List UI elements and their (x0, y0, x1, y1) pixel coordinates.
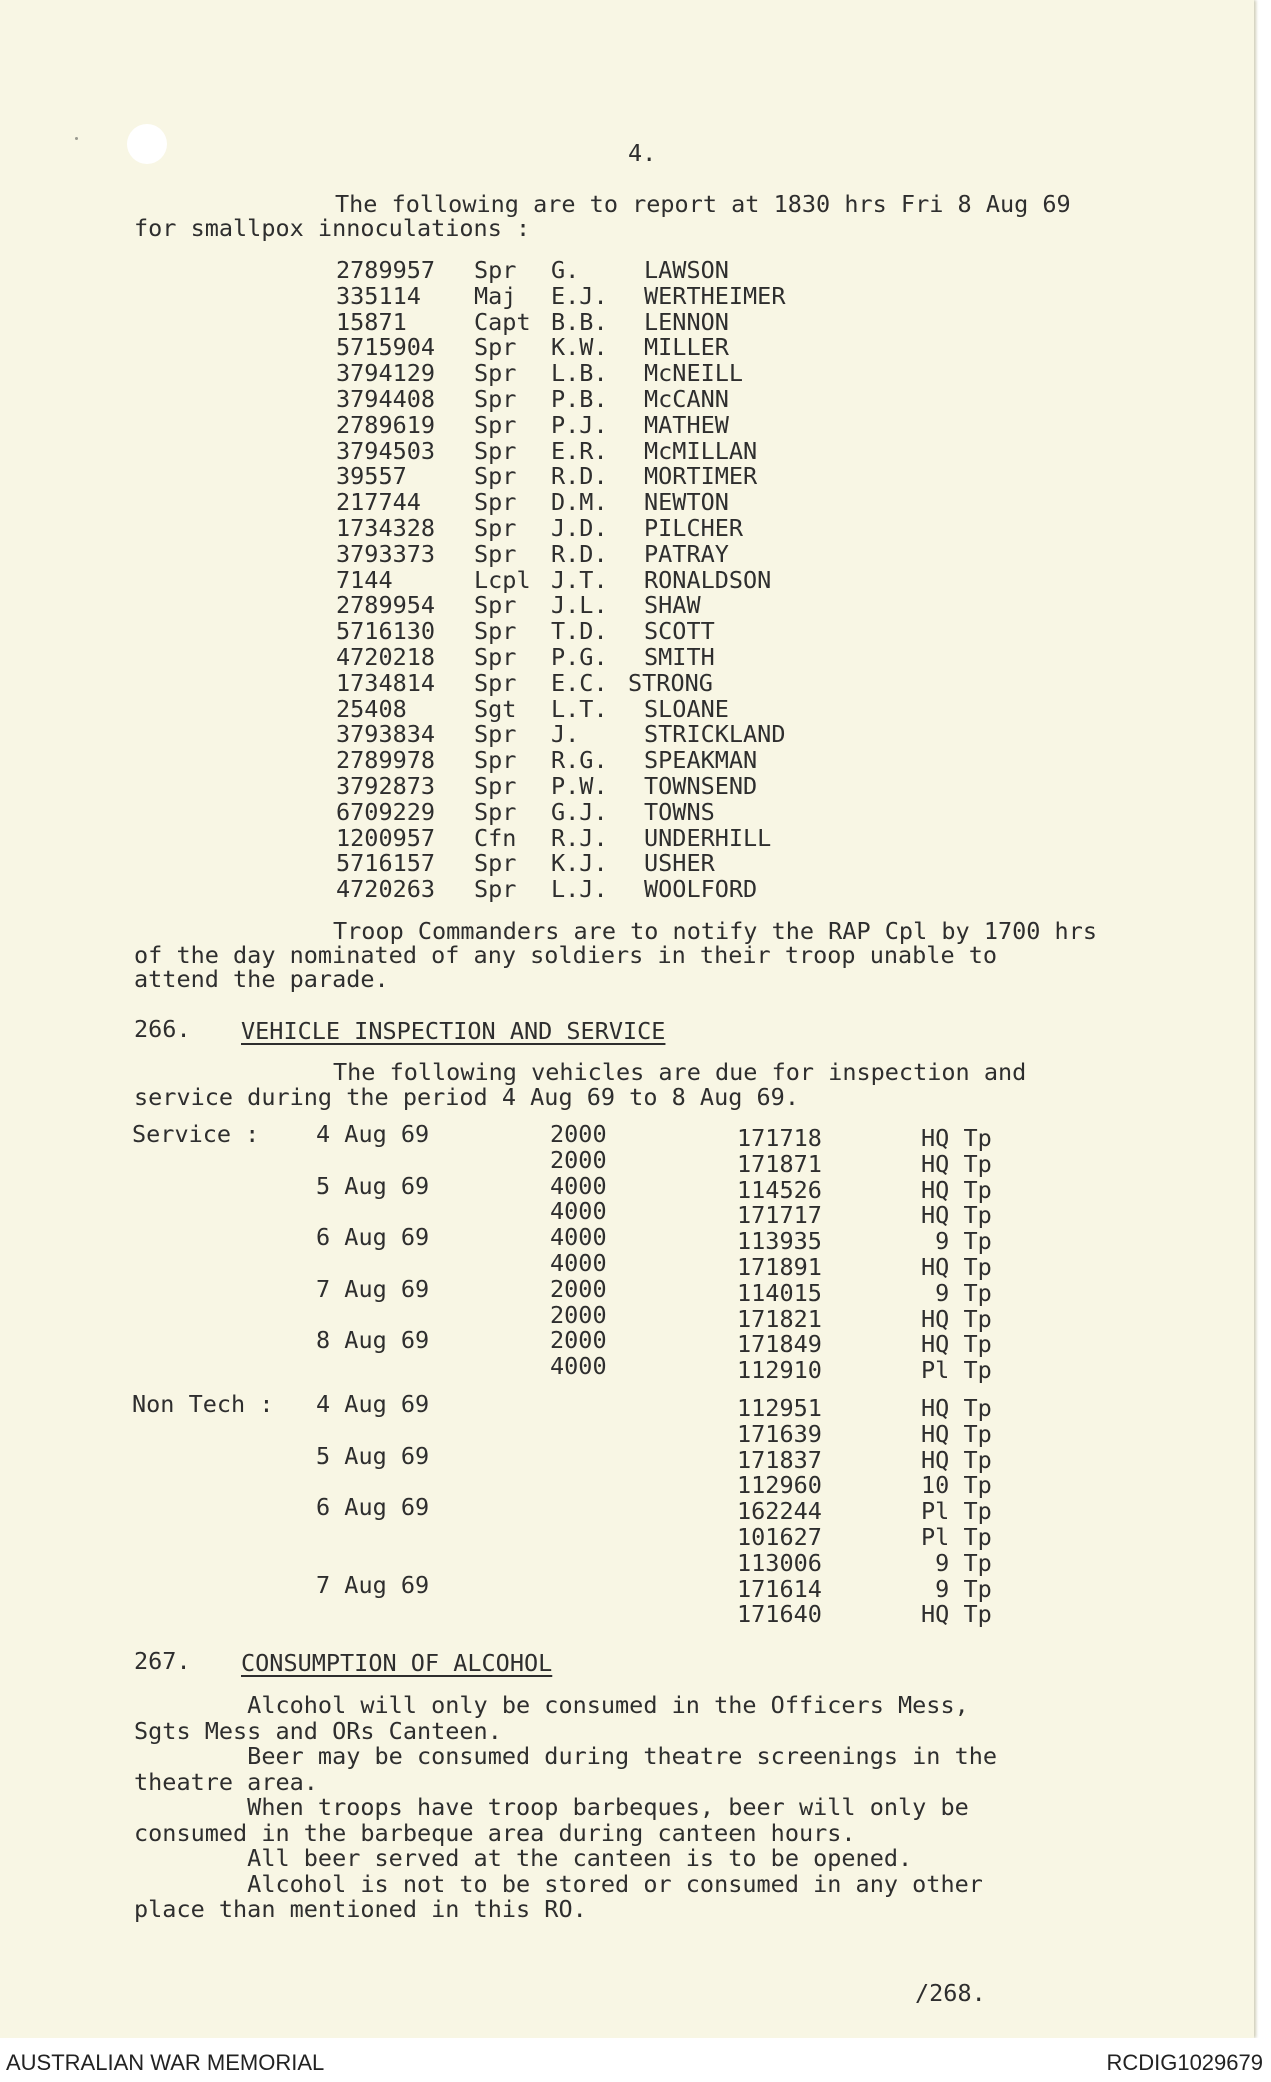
vehicle-service-type: 4000 (550, 1197, 607, 1226)
personnel-surname: SHAW (644, 591, 701, 620)
personnel-initials: R.G. (551, 746, 608, 775)
personnel-initials: E.C. (551, 668, 608, 697)
personnel-surname: PILCHER (644, 514, 744, 542)
personnel-number: 1734328 (336, 514, 436, 542)
personnel-rank: Spr (474, 333, 517, 362)
personnel-surname: LENNON (644, 307, 729, 336)
vehicle-service-type: 4000 (550, 1352, 607, 1381)
vehicle-service-type: 4000 (550, 1249, 607, 1277)
personnel-number: 4720263 (336, 875, 436, 904)
personnel-initials: P.B. (551, 385, 608, 413)
vehicle-unit: HQ Tp (921, 1600, 992, 1629)
personnel-rank: Spr (474, 410, 517, 439)
vehicle-number: 101627 (737, 1523, 822, 1551)
vehicle-unit: 9 Tp (921, 1574, 992, 1603)
personnel-surname: USHER (644, 849, 715, 878)
alcohol-line: Alcohol will only be consumed in the Officers Mess, (134, 1691, 969, 1719)
section-266-intro-line1: The following vehicles are due for inspection and (333, 1058, 1027, 1086)
personnel-rank: Spr (474, 875, 517, 904)
personnel-surname: PATRAY (644, 539, 729, 568)
vehicle-category: Non Tech : (132, 1390, 274, 1418)
vehicle-unit: HQ Tp (921, 1419, 992, 1448)
personnel-initials: J.L. (551, 591, 608, 620)
section-267-number: 267. (134, 1647, 191, 1675)
personnel-initials: R.D. (551, 539, 608, 568)
personnel-rank: Spr (474, 514, 517, 542)
vehicle-number: 113935 (737, 1227, 822, 1256)
vehicle-number: 171717 (737, 1201, 822, 1230)
continuation-marker: /268. (915, 1979, 986, 2007)
personnel-initials: P.J. (551, 410, 608, 439)
personnel-surname: STRONG (628, 668, 713, 697)
vehicle-unit: HQ Tp (921, 1394, 992, 1422)
vehicle-unit: Pl Tp (921, 1523, 992, 1551)
personnel-number: 3793373 (336, 539, 436, 568)
vehicle-unit: HQ Tp (921, 1330, 992, 1359)
vehicle-number: 113006 (737, 1548, 822, 1577)
troop-note-line2: of the day nominated of any soldiers in their troop unable to (134, 941, 998, 969)
page-number: 4. (628, 139, 657, 167)
section-267-heading: CONSUMPTION OF ALCOHOL (241, 1649, 553, 1677)
vehicle-number: 112951 (737, 1394, 822, 1422)
personnel-number: 25408 (336, 694, 407, 723)
smallpox-intro-line2: for smallpox innoculations : (134, 214, 531, 242)
vehicle-number: 171871 (737, 1149, 822, 1178)
personnel-number: 217744 (336, 488, 421, 517)
vehicle-number: 162244 (737, 1497, 822, 1526)
personnel-initials: D.M. (551, 488, 608, 517)
vehicle-date: 4 Aug 69 (316, 1390, 430, 1418)
vehicle-number: 112960 (737, 1471, 822, 1500)
personnel-surname: TOWNSEND (644, 772, 758, 800)
vehicle-service-type: 2000 (550, 1274, 607, 1303)
personnel-initials: P.G. (551, 643, 608, 671)
vehicle-number: 171849 (737, 1330, 822, 1359)
vehicle-date: 5 Aug 69 (316, 1171, 430, 1200)
personnel-surname: WOOLFORD (644, 875, 758, 904)
alcohol-line: theatre area. (134, 1767, 318, 1796)
personnel-initials: G.J. (551, 797, 608, 826)
vehicle-number: 171639 (737, 1419, 822, 1448)
vehicle-number: 171891 (737, 1253, 822, 1281)
vehicle-unit: HQ Tp (921, 1445, 992, 1474)
section-266-intro-line2: service during the period 4 Aug 69 to 8 Aug 69. (134, 1083, 799, 1111)
personnel-surname: STRICKLAND (644, 720, 786, 749)
personnel-number: 5715904 (336, 333, 436, 362)
vehicle-unit: Pl Tp (921, 1497, 992, 1526)
personnel-rank: Spr (474, 256, 517, 284)
personnel-number: 2789954 (336, 591, 436, 620)
personnel-number: 15871 (336, 307, 407, 336)
personnel-rank: Cfn (474, 823, 517, 852)
vehicle-unit: 9 Tp (921, 1548, 992, 1577)
footer-source: AUSTRALIAN WAR MEMORIAL (6, 2050, 325, 2075)
archive-footer (0, 2038, 1271, 2082)
vehicle-date: 7 Aug 69 (316, 1274, 430, 1303)
vehicle-date: 6 Aug 69 (316, 1493, 430, 1522)
personnel-number: 2789978 (336, 746, 436, 775)
personnel-rank: Spr (474, 359, 517, 388)
personnel-rank: Spr (474, 797, 517, 826)
personnel-rank: Spr (474, 436, 517, 465)
vehicle-category: Service : (132, 1120, 260, 1148)
vehicle-number: 171821 (737, 1304, 822, 1333)
personnel-rank: Spr (474, 385, 517, 413)
personnel-rank: Spr (474, 720, 517, 749)
personnel-initials: B.B. (551, 307, 608, 336)
personnel-surname: RONALDSON (644, 565, 772, 594)
personnel-rank: Spr (474, 462, 517, 491)
vehicle-number: 171614 (737, 1574, 822, 1603)
vehicle-date: 8 Aug 69 (316, 1326, 430, 1355)
personnel-number: 1734814 (336, 668, 436, 697)
vehicle-unit: HQ Tp (921, 1304, 992, 1333)
personnel-list (0, 256, 1200, 916)
personnel-number: 2789957 (336, 256, 436, 284)
personnel-surname: McCANN (644, 385, 729, 413)
personnel-surname: SCOTT (644, 617, 715, 646)
vehicle-service-type: 4000 (550, 1223, 607, 1252)
punch-hole (127, 124, 167, 164)
vehicle-date: 7 Aug 69 (316, 1570, 430, 1599)
personnel-number: 335114 (336, 281, 421, 310)
personnel-surname: McMILLAN (644, 436, 758, 465)
personnel-surname: WERTHEIMER (644, 281, 786, 310)
personnel-initials: J. (551, 720, 580, 749)
personnel-surname: SPEAKMAN (644, 746, 758, 775)
personnel-initials: K.W. (551, 333, 608, 362)
personnel-number: 4720218 (336, 643, 436, 671)
alcohol-line: Sgts Mess and ORs Canteen. (134, 1716, 502, 1745)
personnel-rank: Spr (474, 772, 517, 800)
vehicle-service-type: 2000 (550, 1300, 607, 1329)
personnel-initials: R.J. (551, 823, 608, 852)
alcohol-line: Beer may be consumed during theatre screenings in the (134, 1742, 998, 1770)
troop-note-line3: attend the parade. (134, 965, 389, 993)
personnel-number: 3794503 (336, 436, 436, 465)
personnel-number: 1200957 (336, 823, 436, 852)
personnel-number: 3792873 (336, 772, 436, 800)
personnel-rank: Lcpl (474, 565, 531, 594)
vehicle-unit: HQ Tp (921, 1149, 992, 1178)
personnel-initials: L.B. (551, 359, 608, 388)
personnel-rank: Spr (474, 617, 517, 646)
personnel-number: 7144 (336, 565, 393, 594)
personnel-surname: NEWTON (644, 488, 729, 517)
personnel-surname: UNDERHILL (644, 823, 772, 852)
vehicle-service-type: 2000 (550, 1326, 607, 1355)
personnel-number: 3793834 (336, 720, 436, 749)
personnel-surname: MILLER (644, 333, 729, 362)
section-266-number: 266. (134, 1015, 191, 1043)
personnel-initials: L.J. (551, 875, 608, 904)
vehicle-unit: HQ Tp (921, 1253, 992, 1281)
personnel-number: 2789619 (336, 410, 436, 439)
vehicle-number: 112910 (737, 1356, 822, 1385)
personnel-initials: G. (551, 256, 580, 284)
footer-record-id: RCDIG1029679 (1106, 2050, 1263, 2075)
personnel-initials: P.W. (551, 772, 608, 800)
personnel-rank: Spr (474, 643, 517, 671)
section-266-heading: VEHICLE INSPECTION AND SERVICE (241, 1017, 666, 1045)
personnel-number: 39557 (336, 462, 407, 491)
personnel-number: 5716130 (336, 617, 436, 646)
vehicle-number: 171837 (737, 1445, 822, 1474)
personnel-rank: Spr (474, 591, 517, 620)
personnel-rank: Spr (474, 668, 517, 697)
personnel-initials: K.J. (551, 849, 608, 878)
personnel-initials: T.D. (551, 617, 608, 646)
alcohol-line: When troops have troop barbeques, beer will only be (134, 1793, 969, 1821)
vehicle-unit: HQ Tp (921, 1201, 992, 1230)
vehicle-schedule (0, 1120, 1200, 1640)
alcohol-line: All beer served at the canteen is to be opened. (134, 1844, 913, 1872)
smallpox-intro-line1: The following are to report at 1830 hrs Fri 8 Aug 69 (335, 190, 1071, 218)
personnel-surname: MATHEW (644, 410, 729, 439)
vehicle-number: 171718 (737, 1124, 822, 1152)
vehicle-unit: 9 Tp (921, 1278, 992, 1307)
vehicle-date: 6 Aug 69 (316, 1223, 430, 1252)
personnel-number: 6709229 (336, 797, 436, 826)
vehicle-service-type: 2000 (550, 1120, 607, 1148)
vehicle-unit: HQ Tp (921, 1124, 992, 1152)
alcohol-line: Alcohol is not to be stored or consumed in any other (134, 1869, 983, 1898)
personnel-surname: TOWNS (644, 797, 715, 826)
vehicle-unit: 9 Tp (921, 1227, 992, 1256)
alcohol-line: place than mentioned in this RO. (134, 1895, 587, 1923)
personnel-rank: Maj (474, 281, 517, 310)
personnel-surname: McNEILL (644, 359, 744, 388)
personnel-initials: L.T. (551, 694, 608, 723)
vehicle-number: 114015 (737, 1278, 822, 1307)
personnel-initials: E.R. (551, 436, 608, 465)
personnel-rank: Spr (474, 746, 517, 775)
vehicle-unit: HQ Tp (921, 1175, 992, 1204)
personnel-initials: E.J. (551, 281, 608, 310)
vehicle-date: 5 Aug 69 (316, 1441, 430, 1470)
vehicle-unit: 10 Tp (921, 1471, 992, 1500)
paper-mark (75, 137, 78, 140)
personnel-rank: Spr (474, 539, 517, 568)
vehicle-service-type: 4000 (550, 1171, 607, 1200)
personnel-rank: Spr (474, 849, 517, 878)
troop-note-line1: Troop Commanders are to notify the RAP Cpl by 1700 hrs (333, 917, 1098, 945)
personnel-surname: MORTIMER (644, 462, 758, 491)
personnel-rank: Spr (474, 488, 517, 517)
vehicle-number: 114526 (737, 1175, 822, 1204)
vehicle-unit: Pl Tp (921, 1356, 992, 1385)
personnel-surname: SMITH (644, 643, 715, 671)
vehicle-number: 171640 (737, 1600, 822, 1629)
personnel-initials: R.D. (551, 462, 608, 491)
vehicle-service-type: 2000 (550, 1145, 607, 1174)
personnel-number: 5716157 (336, 849, 436, 878)
personnel-rank: Capt (474, 307, 531, 336)
vehicle-date: 4 Aug 69 (316, 1120, 430, 1148)
personnel-number: 3794408 (336, 385, 436, 413)
personnel-initials: J.T. (551, 565, 608, 594)
personnel-surname: LAWSON (644, 256, 729, 284)
alcohol-line: consumed in the barbeque area during canteen hours. (134, 1818, 856, 1847)
personnel-initials: J.D. (551, 514, 608, 542)
personnel-surname: SLOANE (644, 694, 729, 723)
personnel-rank: Sgt (474, 694, 517, 723)
personnel-number: 3794129 (336, 359, 436, 388)
